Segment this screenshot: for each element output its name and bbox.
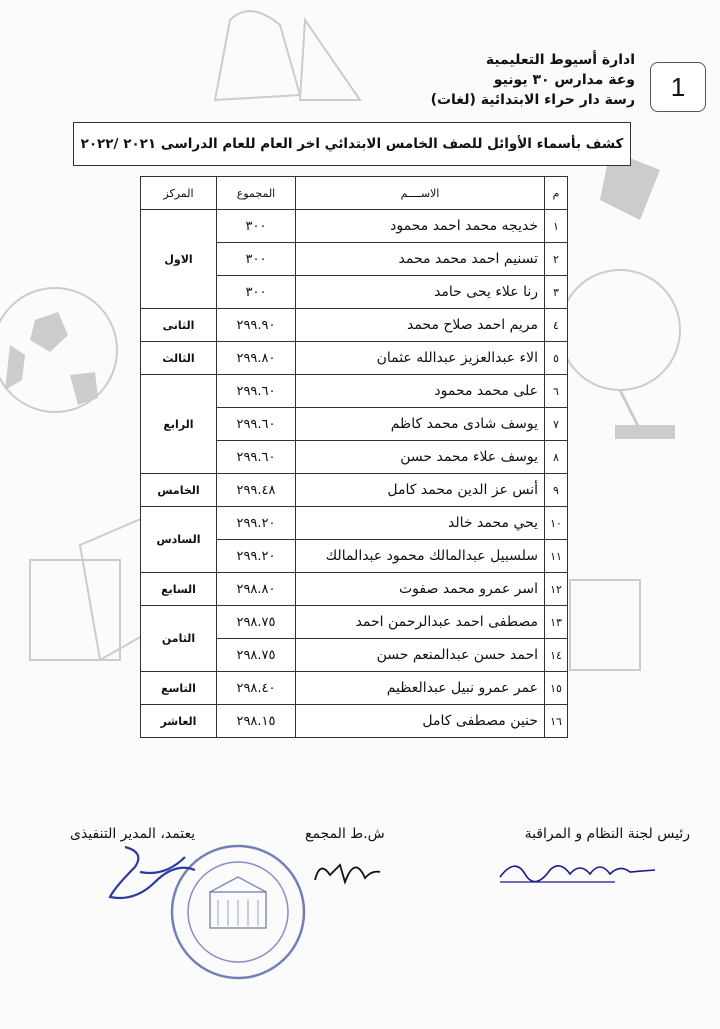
student-total: ٢٩٩.٦٠ — [217, 441, 296, 474]
row-num: ٤ — [545, 309, 568, 342]
document-header — [375, 50, 635, 110]
student-name: مصطفى احمد عبدالرحمن احمد — [296, 606, 545, 639]
rank-cell: الثانى — [141, 309, 217, 342]
row-num: ١٦ — [545, 705, 568, 738]
table-row — [141, 573, 568, 606]
row-num: ٨ — [545, 441, 568, 474]
student-total: ٢٩٨.٨٠ — [217, 573, 296, 606]
rank-cell: العاشر — [141, 705, 217, 738]
row-num: ١ — [545, 210, 568, 243]
student-name: يوسف علاء محمد حسن — [296, 441, 545, 474]
student-name: عمر عمرو نبيل عبدالعظيم — [296, 672, 545, 705]
student-name: الاء عبدالعزيز عبدالله عثمان — [296, 342, 545, 375]
title-text: كشف بأسماء الأوائل للصف الخامس الابتدائي اخر العام للعام الدراسى ٢٠٢١ /٢٠٢٢ — [80, 136, 624, 152]
rank-cell: الرابع — [141, 375, 217, 474]
student-total: ٣٠٠ — [217, 243, 296, 276]
row-num: ٩ — [545, 474, 568, 507]
table-row — [141, 375, 568, 408]
rank-cell: التاسع — [141, 672, 217, 705]
student-total: ٢٩٩.٤٨ — [217, 474, 296, 507]
student-name: أنس عز الدين محمد كامل — [296, 474, 545, 507]
rank-cell: الاول — [141, 210, 217, 309]
row-num: ١٤ — [545, 639, 568, 672]
director-label: يعتمد، المدير التنفيذى — [70, 826, 196, 842]
student-name: تسنيم احمد محمد محمد — [296, 243, 545, 276]
header-line-school-name: رسة دار حراء الابتدائية (لغات) — [430, 92, 635, 108]
header-name: الاســــم — [296, 177, 545, 210]
row-num: ١١ — [545, 540, 568, 573]
row-num: ١٠ — [545, 507, 568, 540]
student-total: ٣٠٠ — [217, 210, 296, 243]
student-total: ٢٩٩.٩٠ — [217, 309, 296, 342]
committee-head-label: رئيس لجنة النظام و المراقبة — [524, 826, 690, 842]
rank-cell: الثالث — [141, 342, 217, 375]
student-total: ٢٩٩.٦٠ — [217, 408, 296, 441]
row-num: ١٥ — [545, 672, 568, 705]
header-line-schools-group: وعة مدارس ٣٠ يونيو — [493, 72, 635, 88]
document-title — [73, 122, 631, 166]
table-row — [141, 474, 568, 507]
table-header-row — [141, 177, 568, 210]
student-name: حنين مصطفى كامل — [296, 705, 545, 738]
row-num: ٦ — [545, 375, 568, 408]
student-total: ٢٩٨.١٥ — [217, 705, 296, 738]
table-row — [141, 705, 568, 738]
student-total: ٣٠٠ — [217, 276, 296, 309]
table-row — [141, 309, 568, 342]
compiler-label: ش.ط المجمع — [305, 826, 385, 842]
director-signature — [95, 842, 205, 912]
student-name: يحي محمد خالد — [296, 507, 545, 540]
committee-head-signature — [495, 852, 675, 892]
page-number: 1 — [670, 71, 686, 102]
table-row — [141, 672, 568, 705]
table-row — [141, 606, 568, 639]
row-num: ٣ — [545, 276, 568, 309]
table-row — [141, 210, 568, 243]
student-name: احمد حسن عبدالمنعم حسن — [296, 639, 545, 672]
header-line-administration: ادارة أسيوط التعليمية — [485, 52, 635, 68]
student-name: رنا علاء يحى حامد — [296, 276, 545, 309]
compiler-signature — [310, 850, 390, 895]
student-name: اسر عمرو محمد صفوت — [296, 573, 545, 606]
rank-cell: السادس — [141, 507, 217, 573]
student-name: على محمد محمود — [296, 375, 545, 408]
row-num: ١٣ — [545, 606, 568, 639]
row-num: ٥ — [545, 342, 568, 375]
rank-cell: الخامس — [141, 474, 217, 507]
student-total: ٢٩٩.٢٠ — [217, 507, 296, 540]
student-total: ٢٩٨.٧٥ — [217, 639, 296, 672]
student-name: مريم احمد صلاح محمد — [296, 309, 545, 342]
student-total: ٢٩٩.٦٠ — [217, 375, 296, 408]
table-row — [141, 342, 568, 375]
top-students-table — [140, 176, 568, 738]
row-num: ٢ — [545, 243, 568, 276]
student-name: سلسبيل عبدالمالك محمود عبدالمالك — [296, 540, 545, 573]
student-total: ٢٩٩.٨٠ — [217, 342, 296, 375]
header-rank: المركز — [141, 177, 217, 210]
student-total: ٢٩٨.٤٠ — [217, 672, 296, 705]
student-total: ٢٩٨.٧٥ — [217, 606, 296, 639]
row-num: ١٢ — [545, 573, 568, 606]
student-name: يوسف شادى محمد كاظم — [296, 408, 545, 441]
table-row — [141, 507, 568, 540]
rank-cell: السابع — [141, 573, 217, 606]
rank-cell: الثامن — [141, 606, 217, 672]
student-name: خديجه محمد احمد محمود — [296, 210, 545, 243]
page-number-badge — [650, 62, 706, 112]
row-num: ٧ — [545, 408, 568, 441]
header-total: المجموع — [217, 177, 296, 210]
student-total: ٢٩٩.٢٠ — [217, 540, 296, 573]
header-num: م — [545, 177, 568, 210]
